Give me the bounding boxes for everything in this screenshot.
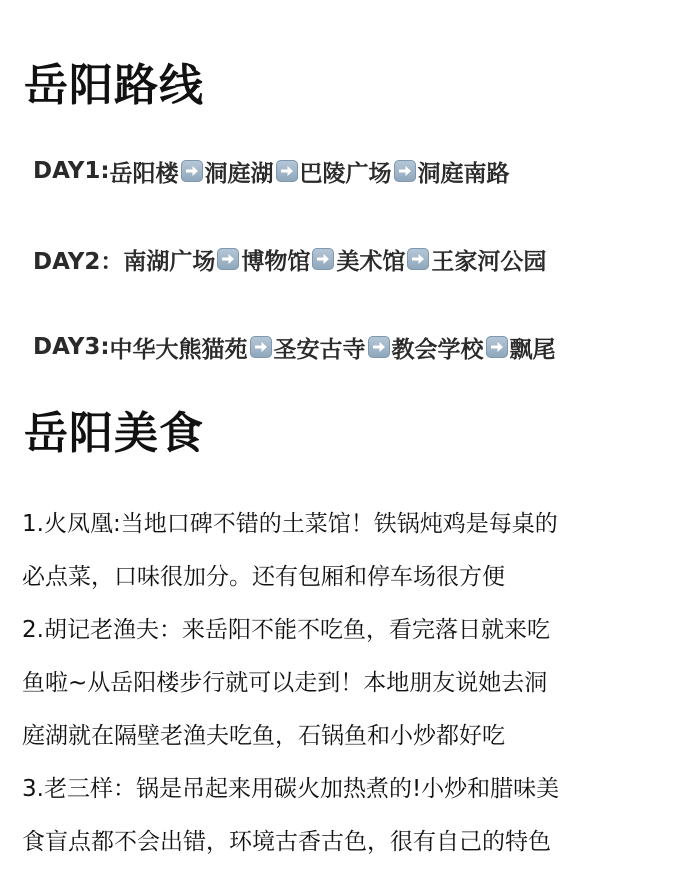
route-stop: 圣安古寺: [273, 336, 366, 363]
route-stop: 南湖广场: [123, 248, 216, 275]
route-stop: 中华大熊猫苑: [109, 336, 248, 363]
day3-route: [33, 329, 556, 365]
right-arrow-icon: [276, 160, 298, 182]
food-text-line: 必点菜，口味很加分。还有包厢和停车场很方便: [22, 564, 505, 590]
day1-route: [33, 153, 510, 189]
food-text-line: 2.胡记老渔夫：来岳阳不能不吃鱼，看完落日就来吃: [22, 617, 550, 643]
day2-route: [33, 241, 546, 277]
right-arrow-icon: [394, 160, 416, 182]
route-stop: 教会学校: [391, 336, 484, 363]
route-stop: 王家河公园: [431, 248, 547, 275]
route-stop: 飘尾: [509, 336, 556, 363]
route-stop: 巴陵广场: [299, 160, 392, 187]
food-text-line: 1.火凤凰:当地口碑不错的土菜馆！铁锅炖鸡是每桌的: [22, 511, 558, 537]
route-stop: 洞庭湖: [204, 160, 274, 187]
right-arrow-icon: [217, 248, 239, 270]
right-arrow-icon: [312, 248, 334, 270]
right-arrow-icon: [486, 336, 508, 358]
route-stop: 洞庭南路: [417, 160, 510, 187]
day-label: DAY1:: [33, 158, 110, 184]
food-text-line: 鱼啦~从岳阳楼步行就可以走到！本地朋友说她去洞: [22, 670, 548, 696]
food-text-line: 3.老三样：锅是吊起来用碳火加热煮的!小炒和腊味美: [22, 776, 560, 802]
food-text-line: 庭湖就在隔壁老渔夫吃鱼，石锅鱼和小炒都好吃: [22, 723, 505, 749]
right-arrow-icon: [181, 160, 203, 182]
right-arrow-icon: [368, 336, 390, 358]
right-arrow-icon: [407, 248, 429, 270]
route-stop: 美术馆: [336, 248, 406, 275]
day-label: DAY3:: [33, 334, 110, 360]
right-arrow-icon: [250, 336, 272, 358]
route-stop: 岳阳楼: [109, 160, 179, 187]
day-label: DAY2：: [33, 248, 124, 275]
route-stop: 博物馆: [241, 248, 311, 275]
food-text-line: 食盲点都不会出错，环境古香古色，很有自己的特色: [22, 829, 551, 855]
food-description: [22, 498, 662, 869]
route-section-title: 岳阳路线: [24, 60, 204, 111]
food-section-title: 岳阳美食: [24, 408, 204, 459]
